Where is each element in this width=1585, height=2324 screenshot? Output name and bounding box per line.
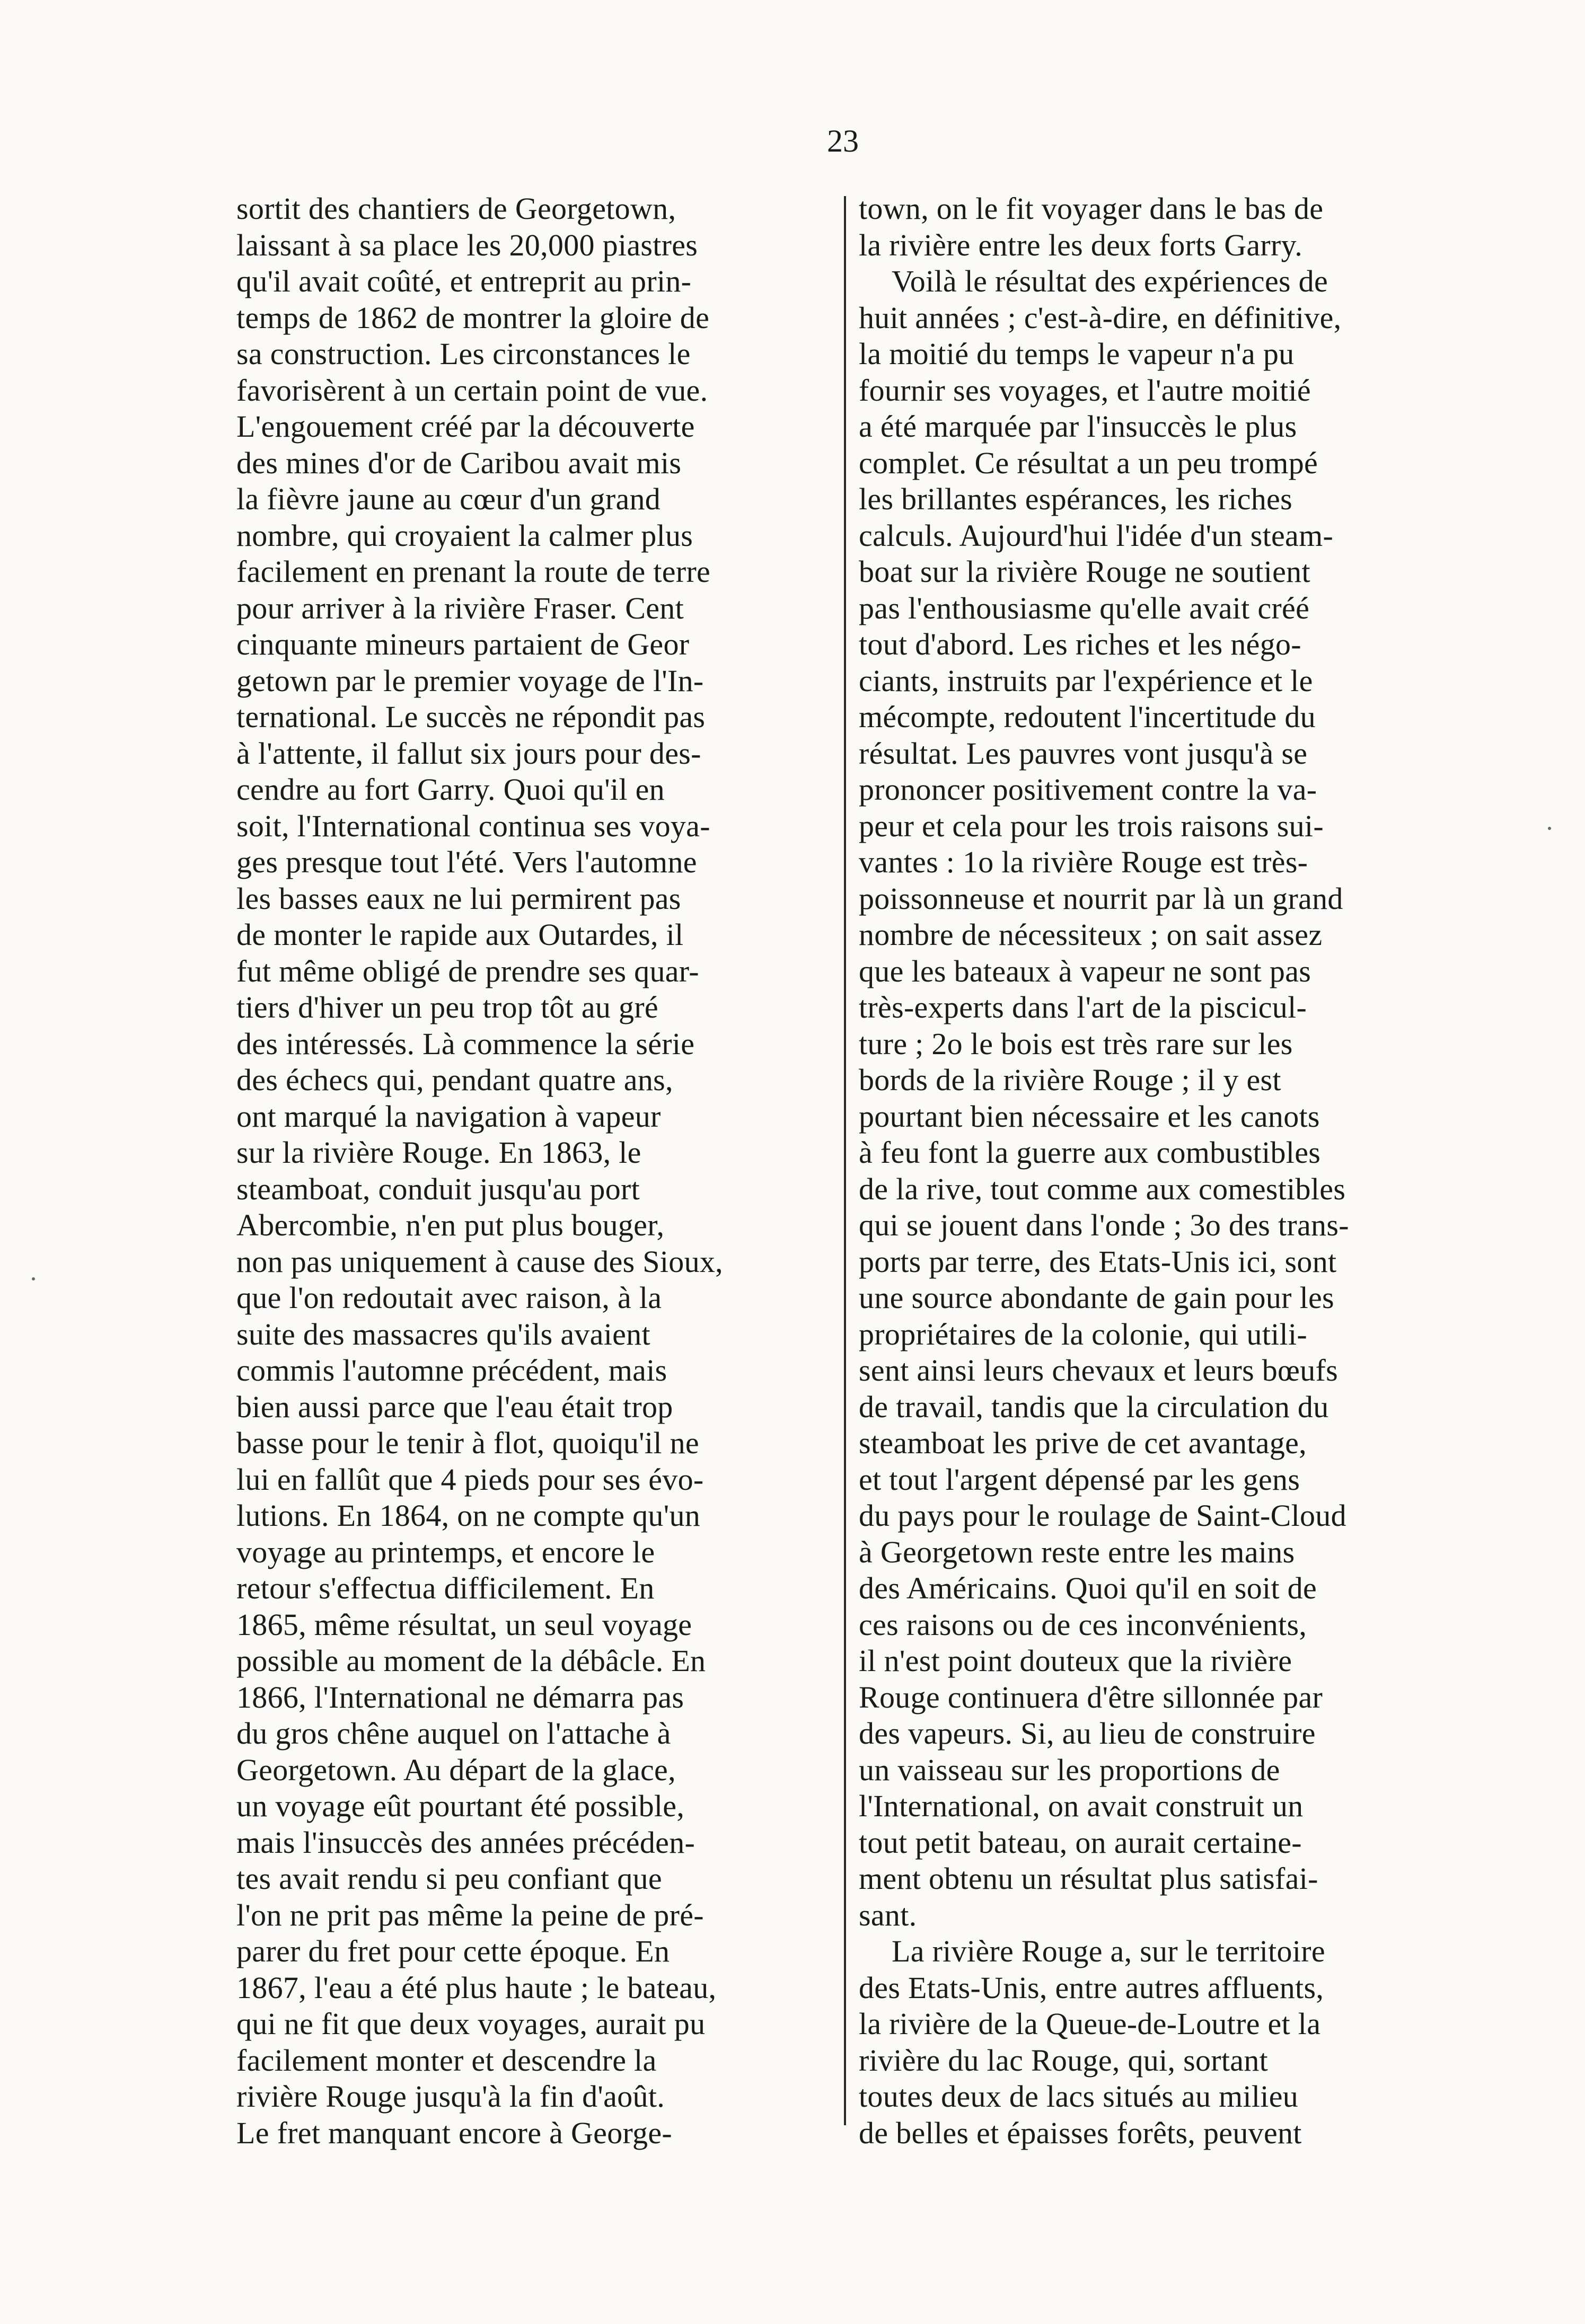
- text-line: suite des massacres qu'ils avaient: [236, 1316, 650, 1351]
- text-line: l'on ne prit pas même la peine de pré-: [236, 1897, 704, 1932]
- text-line: mais l'insuccès des années précéden-: [236, 1825, 695, 1860]
- text-line: Rouge continuera d'être sillonnée par: [859, 1680, 1323, 1715]
- text-line: tout petit bateau, on aurait certaine-: [859, 1825, 1302, 1860]
- text-line: sent ainsi leurs chevaux et leurs bœufs: [859, 1353, 1339, 1388]
- text-line: sa construction. Les circonstances le: [236, 337, 691, 371]
- text-line: ternational. Le succès ne répondit pas: [236, 700, 706, 734]
- text-line: Voilà le résultat des expériences de: [892, 264, 1328, 298]
- text-line: 1865, même résultat, un seul voyage: [236, 1607, 692, 1642]
- text-line: des vapeurs. Si, au lieu de construire: [859, 1716, 1316, 1751]
- text-line: pas l'enthousiasme qu'elle avait créé: [859, 590, 1310, 625]
- text-line: La rivière Rouge a, sur le territoire: [892, 1934, 1325, 1968]
- text-line: 1867, l'eau a été plus haute ; le bateau,: [236, 1970, 717, 2005]
- text-line: pourtant bien nécessaire et les canots: [859, 1099, 1320, 1134]
- text-line: commis l'automne précédent, mais: [236, 1353, 667, 1388]
- text-line: huit années ; c'est-à-dire, en définitive,: [859, 300, 1342, 335]
- text-line: retour s'effectua difficilement. En: [236, 1571, 655, 1605]
- text-line: de monter le rapide aux Outardes, il: [236, 917, 684, 952]
- text-line: tes avait rendu si peu confiant que: [236, 1861, 662, 1896]
- text-line: la rivière de la Queue-de-Loutre et la: [859, 2007, 1321, 2041]
- text-line: que l'on redoutait avec raison, à la: [236, 1280, 662, 1315]
- text-line: l'International, on avait construit un: [859, 1789, 1304, 1823]
- right-column: [859, 191, 1452, 2151]
- text-line: steamboat, conduit jusqu'au port: [236, 1171, 640, 1206]
- text-line: très-experts dans l'art de la piscicul-: [859, 990, 1307, 1024]
- text-line: L'engouement créé par la découverte: [236, 409, 695, 444]
- paper-speck: [1548, 827, 1551, 830]
- text-line: du pays pour le roulage de Saint-Cloud: [859, 1498, 1346, 1533]
- text-line: la moitié du temps le vapeur n'a pu: [859, 337, 1295, 371]
- text-line: Le fret manquant encore à George-: [236, 2115, 673, 2150]
- text-line: poissonneuse et nourrit par là un grand: [859, 881, 1343, 916]
- text-line: steamboat les prive de cet avantage,: [859, 1426, 1307, 1460]
- text-line: toutes deux de lacs situés au milieu: [859, 2079, 1299, 2114]
- text-line: vantes : 1o la rivière Rouge est très-: [859, 845, 1308, 879]
- text-line: des Américains. Quoi qu'il en soit de: [859, 1571, 1317, 1605]
- text-line: pour arriver à la rivière Fraser. Cent: [236, 590, 684, 625]
- text-line: à feu font la guerre aux combustibles: [859, 1135, 1321, 1170]
- text-line: complet. Ce résultat a un peu trompé: [859, 445, 1318, 480]
- text-line: ciants, instruits par l'expérience et le: [859, 663, 1313, 698]
- text-line: ont marqué la navigation à vapeur: [236, 1099, 661, 1134]
- text-line: bien aussi parce que l'eau était trop: [236, 1389, 673, 1424]
- text-line: résultat. Les pauvres vont jusqu'à se: [859, 736, 1308, 771]
- text-line: qu'il avait coûté, et entreprit au prin-: [236, 264, 692, 298]
- text-line: temps de 1862 de montrer la gloire de: [236, 300, 710, 335]
- text-line: que les bateaux à vapeur ne sont pas: [859, 953, 1311, 988]
- text-line: facilement monter et descendre la: [236, 2043, 657, 2078]
- text-line: un voyage eût pourtant été possible,: [236, 1789, 685, 1823]
- text-line: basse pour le tenir à flot, quoiqu'il ne: [236, 1426, 699, 1460]
- text-line: rivière Rouge jusqu'à la fin d'août.: [236, 2079, 665, 2114]
- text-line: ment obtenu un résultat plus satisfai-: [859, 1861, 1318, 1896]
- text-line: calculs. Aujourd'hui l'idée d'un steam-: [859, 518, 1334, 553]
- text-line: et tout l'argent dépensé par les gens: [859, 1462, 1300, 1497]
- text-line: peur et cela pour les trois raisons sui-: [859, 808, 1324, 843]
- text-line: la fièvre jaune au cœur d'un grand: [236, 482, 661, 516]
- text-line: un vaisseau sur les proportions de: [859, 1752, 1280, 1787]
- text-line: ces raisons ou de ces inconvénients,: [859, 1607, 1307, 1642]
- text-line: town, on le fit voyager dans le bas de: [859, 191, 1324, 226]
- column-divider: [844, 196, 846, 2125]
- text-line: une source abondante de gain pour les: [859, 1280, 1334, 1315]
- text-line: rivière du lac Rouge, qui, sortant: [859, 2043, 1269, 2078]
- text-line: ports par terre, des Etats-Unis ici, sont: [859, 1244, 1337, 1279]
- text-line: sortit des chantiers de Georgetown,: [236, 191, 676, 226]
- text-line: les brillantes espérances, les riches: [859, 482, 1292, 516]
- text-line: getown par le premier voyage de l'In-: [236, 663, 704, 698]
- text-line: à l'attente, il fallut six jours pour des-: [236, 736, 701, 771]
- text-line: sant.: [859, 1897, 917, 1932]
- text-line: cinquante mineurs partaient de Geor: [236, 627, 690, 661]
- text-line: tout d'abord. Les riches et les négo-: [859, 627, 1301, 661]
- text-line: nombre, qui croyaient la calmer plus: [236, 518, 693, 553]
- text-line: la rivière entre les deux forts Garry.: [859, 227, 1302, 262]
- text-line: bords de la rivière Rouge ; il y est: [859, 1063, 1281, 1097]
- text-line: parer du fret pour cette époque. En: [236, 1934, 670, 1968]
- text-line: des intéressés. Là commence la série: [236, 1026, 695, 1061]
- text-line: ges presque tout l'été. Vers l'automne: [236, 845, 697, 879]
- text-line: possible au moment de la débâcle. En: [236, 1643, 706, 1678]
- text-line: facilement en prenant la route de terre: [236, 554, 711, 589]
- text-line: laissant à sa place les 20,000 piastres: [236, 227, 698, 262]
- text-line: de belles et épaisses forêts, peuvent: [859, 2115, 1302, 2150]
- left-column: [236, 191, 830, 2151]
- text-line: tiers d'hiver un peu trop tôt au gré: [236, 990, 658, 1024]
- text-line: cendre au fort Garry. Quoi qu'il en: [236, 772, 665, 807]
- text-line: boat sur la rivière Rouge ne soutient: [859, 554, 1310, 589]
- text-line: lui en fallût que 4 pieds pour ses évo-: [236, 1462, 704, 1497]
- text-line: des mines d'or de Caribou avait mis: [236, 445, 682, 480]
- text-line: qui ne fit que deux voyages, aurait pu: [236, 2007, 706, 2041]
- text-line: des Etats-Unis, entre autres affluents,: [859, 1970, 1324, 2005]
- text-line: les basses eaux ne lui permirent pas: [236, 881, 681, 916]
- text-line: voyage au printemps, et encore le: [236, 1534, 655, 1569]
- page-number: 23: [827, 123, 859, 158]
- text-line: 1866, l'International ne démarra pas: [236, 1680, 684, 1715]
- text-line: Abercombie, n'en put plus bouger,: [236, 1208, 665, 1242]
- text-line: du gros chêne auquel on l'attache à: [236, 1716, 671, 1751]
- text-line: favorisèrent à un certain point de vue.: [236, 373, 708, 408]
- text-line: ture ; 2o le bois est très rare sur les: [859, 1026, 1293, 1061]
- text-line: propriétaires de la colonie, qui utili-: [859, 1316, 1307, 1351]
- text-line: nombre de nécessiteux ; on sait assez: [859, 917, 1323, 952]
- paper-speck: [32, 1277, 35, 1280]
- text-line: il n'est point douteux que la rivière: [859, 1643, 1292, 1678]
- text-line: prononcer positivement contre la va-: [859, 772, 1317, 807]
- text-line: à Georgetown reste entre les mains: [859, 1534, 1295, 1569]
- text-line: lutions. En 1864, on ne compte qu'un: [236, 1498, 701, 1533]
- text-line: fournir ses voyages, et l'autre moitié: [859, 373, 1311, 408]
- text-line: fut même obligé de prendre ses quar-: [236, 953, 699, 988]
- text-line: a été marquée par l'insuccès le plus: [859, 409, 1297, 444]
- text-line: soit, l'International continua ses voya-: [236, 808, 710, 843]
- text-line: qui se jouent dans l'onde ; 3o des trans-: [859, 1208, 1349, 1242]
- text-line: mécompte, redoutent l'incertitude du: [859, 700, 1316, 734]
- text-line: Georgetown. Au départ de la glace,: [236, 1752, 676, 1787]
- text-line: sur la rivière Rouge. En 1863, le: [236, 1135, 641, 1170]
- text-line: non pas uniquement à cause des Sioux,: [236, 1244, 723, 1279]
- text-line: de la rive, tout comme aux comestibles: [859, 1171, 1346, 1206]
- text-line: de travail, tandis que la circulation du: [859, 1389, 1329, 1424]
- text-line: des échecs qui, pendant quatre ans,: [236, 1063, 673, 1097]
